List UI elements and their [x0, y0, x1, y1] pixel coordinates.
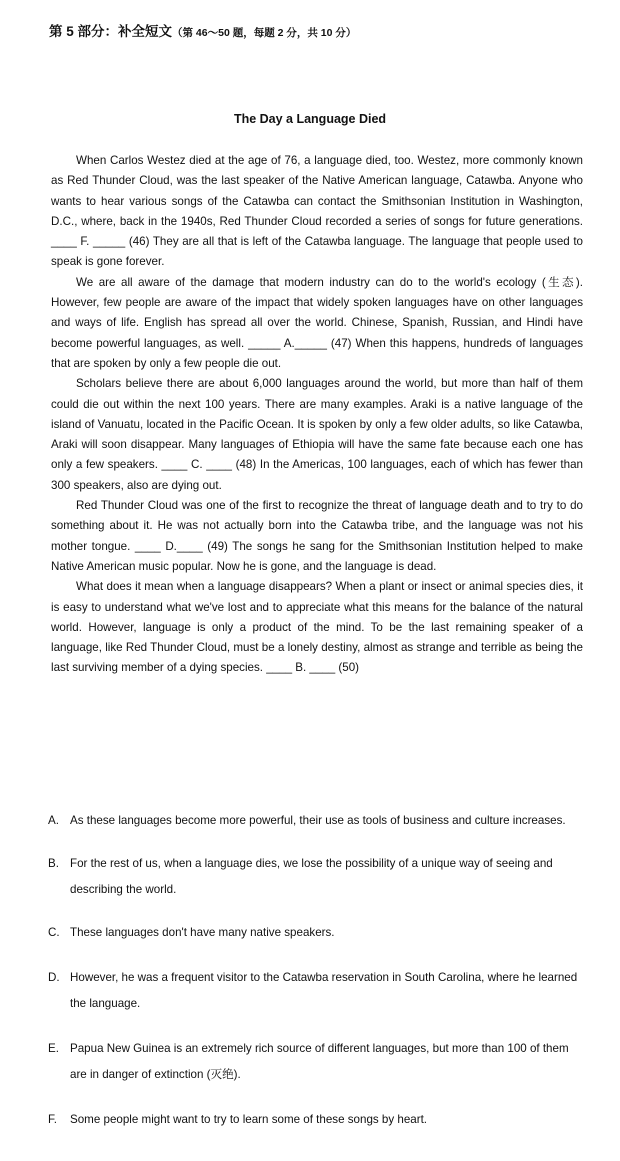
option-text: Some people might want to try to learn some of these songs by heart. — [70, 1113, 428, 1126]
option-text: Papua New Guinea is an extremely rich source of different languages, but more than 100 of them are in danger of extinction (灭绝). — [70, 1042, 569, 1081]
option-text: For the rest of us, when a language dies, we lose the possibility of a unique way of seeing and describing the world. — [70, 857, 553, 896]
passage-body — [51, 151, 583, 679]
option-f — [48, 1107, 588, 1133]
option-letter: D. — [48, 971, 60, 984]
option-letter: F. — [48, 1113, 58, 1126]
passage-paragraph: We are all aware of the damage that modern industry can do to the world's ecology (生态). However, few people are aware of the impact that widely spoken languages have on other languages and ways of life. English has spread all over the world. Chinese, Spanish, Russian, and Hindi have become powerful languages, as well. _____ A._____ (47) When this happens, hundreds of languages that are spoken by only a few people die out. — [51, 275, 583, 370]
section-header — [49, 20, 609, 40]
answer-options — [48, 808, 588, 1133]
passage-title: The Day a Language Died — [233, 112, 387, 126]
option-d — [48, 965, 588, 1017]
option-c — [48, 920, 588, 946]
option-letter: E. — [48, 1042, 59, 1055]
option-e — [48, 1036, 588, 1088]
option-text: However, he was a frequent visitor to the Catawba reservation in South Carolina, where he learned the language. — [70, 971, 578, 1010]
section-title: 第 5 部分：补全短文 — [49, 24, 173, 39]
section-subtitle: （第 46～50 题，每题 2 分，共 10 分） — [172, 27, 357, 39]
passage-paragraph: When Carlos Westez died at the age of 76, a language died, too. Westez, more commonly known as Red Thunder Cloud, was the last speaker of the Native American language, Catawba. Anyone who wants to hear various songs of the Catawba can contact the Smithsonian Institution in Washington, D.C., where, back in the 1940s, Red Thunder Cloud recorded a series of songs for future generations. ____ F. _____ (46) They are all that is left of the Catawba language. The language that people used to speak is gone forever. — [51, 154, 583, 269]
passage-paragraph: Red Thunder Cloud was one of the first to recognize the threat of language death and to try to do something about it. He was not actually born into the Catawba tribe, and the language was not his mother tongue. ____ D.____ (49) The songs he sang for the Smithsonian Institution helped to make Native American music popular. Now he is gone, and the language is dead. — [51, 499, 583, 573]
option-b — [48, 851, 588, 903]
option-letter: C. — [48, 926, 60, 939]
option-letter: A. — [48, 814, 59, 827]
option-a — [48, 808, 588, 834]
passage-paragraph: What does it mean when a language disappears? When a plant or insect or animal species dies, it is easy to understand what we've lost and to appreciate what this means for the balance of the natural world. However, language is only a product of the mind. To be the last remaining speaker of a language, like Red Thunder Cloud, must be a lonely destiny, almost as strange and terrible as being the last surviving member of a dying species. ____ B. ____ (50) — [51, 580, 583, 675]
option-text: These languages don't have many native speakers. — [70, 926, 335, 939]
option-letter: B. — [48, 857, 59, 870]
option-text: As these languages become more powerful, their use as tools of business and culture increases. — [70, 814, 566, 827]
passage-paragraph: Scholars believe there are about 6,000 languages around the world, but more than half of them could die out within the next 100 years. There are many examples. Araki is a native language of the island of Vanuatu, located in the Pacific Ocean. It is spoken by only a few older adults, so like Catawba, Araki will soon disappear. Many languages of Ethiopia will have the same fate because each one has only a few speakers. ____ C. ____ (48) In the Americas, 100 languages, each of which has fewer than 300 speakers, also are dying out. — [51, 377, 583, 492]
